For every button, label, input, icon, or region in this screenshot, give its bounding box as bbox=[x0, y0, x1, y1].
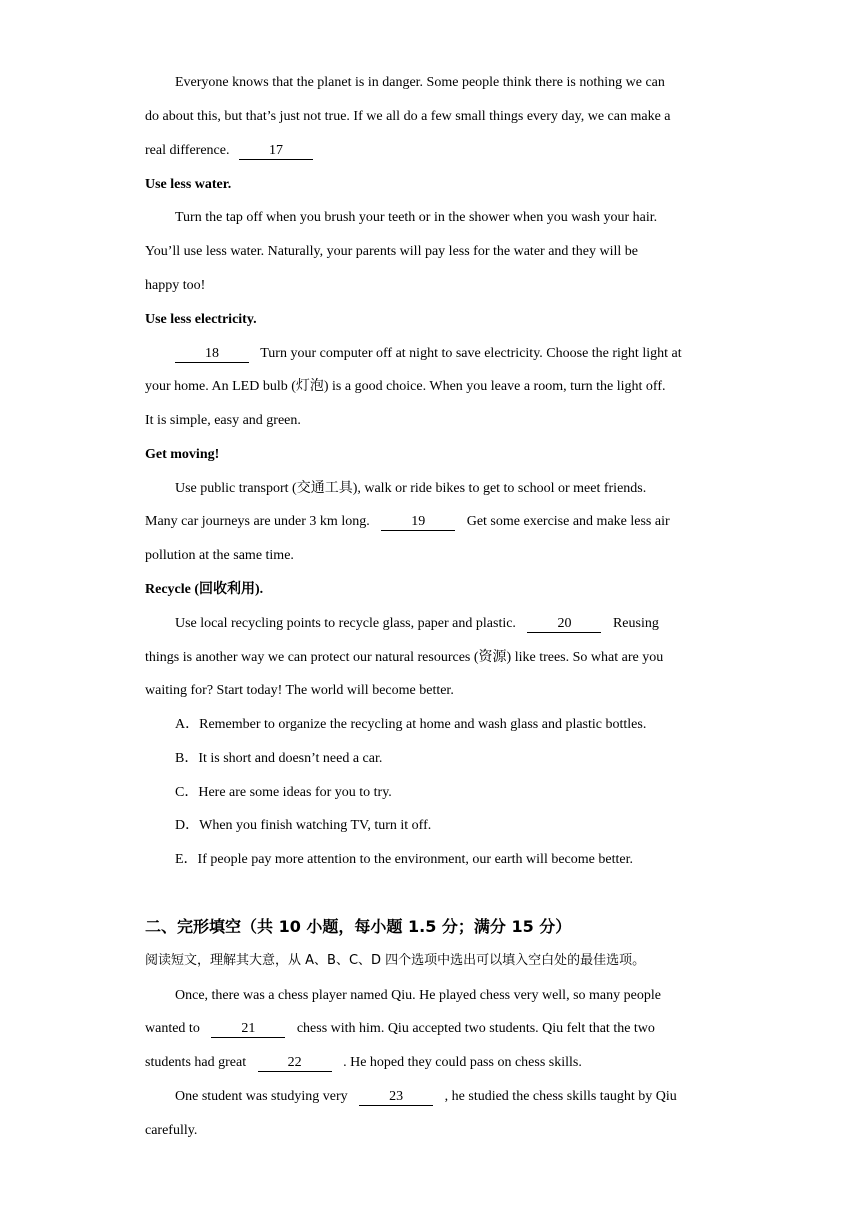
option-a: A．Remember to organize the recycling at home and wash glass and plastic bottles. bbox=[175, 717, 647, 732]
paragraph-line: do about this, but that’s just not true. If we all do a few small things every day, we can make a bbox=[145, 109, 671, 124]
paragraph-line bbox=[175, 614, 659, 634]
option-b: B．It is short and doesn’t need a car. bbox=[175, 751, 383, 766]
paragraph-line bbox=[145, 1053, 582, 1073]
section-heading: Use less water. bbox=[145, 177, 232, 192]
paragraph-text: , he studied the chess skills taught by Qiu bbox=[444, 1089, 677, 1104]
paragraph-line: You’ll use less water. Naturally, your parents will pay less for the water and they will be bbox=[145, 244, 639, 259]
paragraph-line: carefully. bbox=[145, 1123, 198, 1138]
answer-blank-20[interactable]: 20 bbox=[527, 616, 601, 633]
paragraph-line bbox=[145, 512, 670, 532]
paragraph-text: Many car journeys are under 3 km long. bbox=[145, 514, 370, 529]
paragraph-text: One student was studying very bbox=[175, 1089, 348, 1104]
paragraph-line: things is another way we can protect our natural resources (资源) like trees. So what are you bbox=[145, 650, 664, 665]
paragraph-text: students had great bbox=[145, 1055, 247, 1070]
paragraph-line bbox=[145, 1019, 655, 1039]
paragraph-line: Once, there was a chess player named Qiu. He played chess very well, so many people bbox=[175, 988, 661, 1003]
answer-blank-22[interactable]: 22 bbox=[258, 1055, 332, 1072]
section-title: 二、完形填空（共 10 小题，每小题 1.5 分；满分 15 分） bbox=[145, 917, 572, 936]
paragraph-line: happy too! bbox=[145, 278, 206, 293]
paragraph-line: Use public transport (交通工具), walk or ride bikes to get to school or meet friends. bbox=[175, 481, 647, 496]
paragraph-line: Everyone knows that the planet is in danger. Some people think there is nothing we can bbox=[175, 75, 665, 90]
instruction-text: 阅读短文，理解其大意，从 A、B、C、D 四个选项中选出可以填入空白处的最佳选项。 bbox=[145, 953, 646, 968]
paragraph-line: It is simple, easy and green. bbox=[145, 413, 301, 428]
paragraph-text: Use local recycling points to recycle glass, paper and plastic. bbox=[175, 616, 516, 631]
answer-blank-23[interactable]: 23 bbox=[359, 1089, 433, 1106]
answer-blank-17[interactable]: 17 bbox=[239, 143, 313, 160]
paragraph-text: real difference. bbox=[145, 143, 230, 158]
answer-blank-18[interactable]: 18 bbox=[175, 346, 249, 363]
paragraph-line: waiting for? Start today! The world will become better. bbox=[145, 683, 454, 698]
option-e: E．If people pay more attention to the environment, our earth will become better. bbox=[175, 852, 633, 867]
section-heading: Use less electricity. bbox=[145, 312, 257, 327]
paragraph-line: pollution at the same time. bbox=[145, 548, 294, 563]
paragraph-text: wanted to bbox=[145, 1021, 200, 1036]
paragraph-text: chess with him. Qiu accepted two students. Qiu felt that the two bbox=[296, 1021, 655, 1036]
paragraph-text: Turn your computer off at night to save electricity. Choose the right light at bbox=[260, 346, 682, 361]
option-d: D．When you finish watching TV, turn it off. bbox=[175, 818, 432, 833]
answer-blank-21[interactable]: 21 bbox=[211, 1021, 285, 1038]
section-heading: Get moving! bbox=[145, 447, 220, 462]
paragraph-text: Reusing bbox=[612, 616, 659, 631]
option-c: C．Here are some ideas for you to try. bbox=[175, 785, 392, 800]
paragraph-line bbox=[145, 141, 313, 161]
paragraph-line bbox=[175, 344, 682, 364]
paragraph-line bbox=[175, 1087, 677, 1107]
paragraph-text: Get some exercise and make less air bbox=[466, 514, 670, 529]
answer-blank-19[interactable]: 19 bbox=[381, 514, 455, 531]
paragraph-line: your home. An LED bulb (灯泡) is a good choice. When you leave a room, turn the light off. bbox=[145, 379, 666, 394]
paragraph-line: Turn the tap off when you brush your teeth or in the shower when you wash your hair. bbox=[175, 210, 658, 225]
section-heading: Recycle (回收利用). bbox=[145, 582, 264, 597]
paragraph-text: . He hoped they could pass on chess skills. bbox=[343, 1055, 582, 1070]
